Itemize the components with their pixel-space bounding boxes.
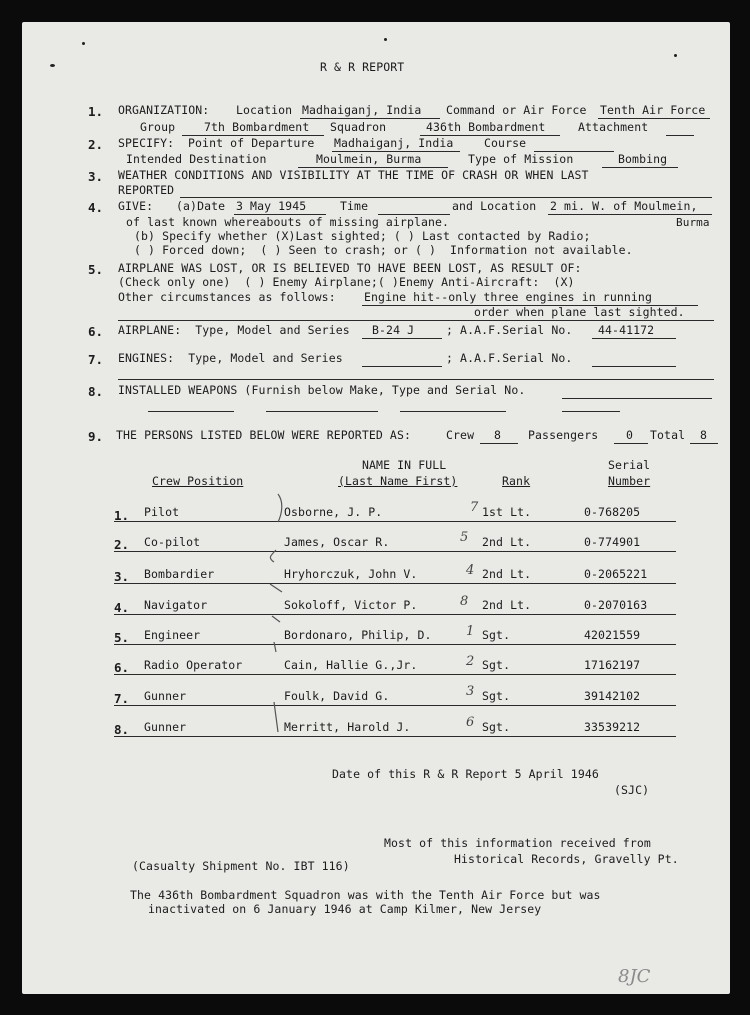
crew-name: Cain, Hallie G.,Jr.	[284, 658, 418, 672]
course-label: Course	[484, 136, 527, 150]
give-label: GIVE:	[118, 199, 154, 213]
note-line-2: inactivated on 6 January 1946 at Camp Kilmer, New Jersey	[148, 902, 542, 916]
crew-serial: 0-768205	[584, 505, 641, 519]
command-label: Command or Air Force	[446, 103, 587, 117]
crew-position: Co-pilot	[144, 535, 201, 549]
group-value: 7th Bombardment	[204, 120, 310, 134]
crew-serial: 0-2070163	[584, 598, 648, 612]
crew-serial: 33539212	[584, 720, 641, 734]
departure-label: Point of Departure	[188, 136, 315, 150]
handwritten-mark: 5	[460, 530, 469, 545]
row-number: 6.	[114, 660, 130, 675]
item-1-number: 1.	[88, 104, 104, 119]
handwritten-mark: 8	[460, 594, 469, 609]
crew-name: Bordonaro, Philip, D.	[284, 628, 432, 642]
crew-position: Gunner	[144, 689, 187, 703]
crew-rank: Sgt.	[482, 720, 511, 734]
total-label: Total	[650, 428, 686, 442]
info-source-1: Most of this information received from	[384, 836, 651, 850]
corner-handwriting: 8JC	[618, 966, 651, 987]
crew-name: Foulk, David G.	[284, 689, 390, 703]
engines-serial-label: ; A.A.F.Serial No.	[446, 351, 573, 365]
crew-position: Bombardier	[144, 567, 215, 581]
other-value-1: Engine hit--only three engines in running	[364, 290, 652, 304]
loss-location-label: and Location	[452, 199, 537, 213]
other-value-2: order when plane last sighted.	[474, 305, 685, 319]
info-source-2: Historical Records, Gravelly Pt.	[454, 852, 679, 866]
weather-label: WEATHER CONDITIONS AND VISIBILITY AT THE TIME OF CRASH OR WHEN LAST	[118, 168, 589, 182]
row-number: 8.	[114, 722, 130, 737]
handwritten-mark: 1	[466, 624, 475, 639]
command-value: Tenth Air Force	[600, 103, 706, 117]
row-number: 4.	[114, 600, 130, 615]
passengers-count: 0	[626, 428, 634, 442]
row-number: 1.	[114, 508, 130, 523]
item-8-number: 8.	[88, 384, 104, 399]
crew-count: 8	[494, 428, 502, 442]
lost-label: AIRPLANE WAS LOST, OR IS BELIEVED TO HAVE BEEN LOST, AS RESULT OF:	[118, 261, 582, 275]
location-value: Madhaiganj, India	[302, 103, 422, 117]
departure-value: Madhaiganj, India	[334, 136, 454, 150]
specify-whether: (b) Specify whether (X)Last sighted; ( ) Last contacted by Radio;	[134, 229, 591, 243]
crew-name: Osborne, J. P.	[284, 505, 383, 519]
loss-location-value: 2 mi. W. of Moulmein,	[550, 199, 698, 213]
weapons-label: INSTALLED WEAPONS (Furnish below Make, Type and Serial No.	[118, 383, 526, 397]
item-4-number: 4.	[88, 200, 104, 215]
item-6-number: 6.	[88, 324, 104, 339]
row-number: 3.	[114, 569, 130, 584]
passengers-label: Passengers	[528, 428, 599, 442]
crew-name: Sokoloff, Victor P.	[284, 598, 418, 612]
forced-down: ( ) Forced down; ( ) Seen to crash; or ( ) Information not available.	[134, 243, 633, 257]
crew-position: Navigator	[144, 598, 208, 612]
crew-serial: 0-2065221	[584, 567, 648, 581]
squadron-value: 436th Bombardment	[426, 120, 546, 134]
organization-label: ORGANIZATION:	[118, 103, 210, 117]
header-name-top: NAME IN FULL	[362, 458, 447, 472]
crew-name: Merritt, Harold J.	[284, 720, 411, 734]
airplane-label: AIRPLANE: Type, Model and Series	[118, 323, 350, 337]
item-2-number: 2.	[88, 137, 104, 152]
date-value: 3 May 1945	[236, 199, 307, 213]
crew-position: Engineer	[144, 628, 201, 642]
airplane-type: B-24 J	[372, 323, 415, 337]
location-label: Location	[236, 103, 293, 117]
mission-value: Bombing	[618, 152, 668, 166]
header-position: Crew Position	[152, 474, 244, 488]
date-label: (a)Date	[176, 199, 226, 213]
destination-label: Intended Destination	[126, 152, 267, 166]
report-page	[22, 22, 730, 994]
crew-rank: Sgt.	[482, 628, 511, 642]
report-title: R & R REPORT	[320, 60, 405, 74]
row-number: 7.	[114, 691, 130, 706]
crew-rank: 2nd Lt.	[482, 535, 532, 549]
squadron-label: Squadron	[330, 120, 387, 134]
crew-name: Hryhorczuk, John V.	[284, 567, 418, 581]
handwritten-mark: 4	[466, 563, 475, 578]
crew-position: Gunner	[144, 720, 187, 734]
handwritten-mark: 7	[470, 500, 479, 515]
item-5-number: 5.	[88, 262, 104, 277]
report-date: Date of this R & R Report 5 April 1946	[332, 767, 599, 781]
header-name-bottom: (Last Name First)	[338, 474, 458, 488]
attachment-label: Attachment	[578, 120, 649, 134]
crew-serial: 0-774901	[584, 535, 641, 549]
airplane-serial: 44-41172	[598, 323, 655, 337]
crew-rank: Sgt.	[482, 658, 511, 672]
airplane-serial-label: ; A.A.F.Serial No.	[446, 323, 573, 337]
other-label: Other circumstances as follows:	[118, 290, 336, 304]
row-number: 5.	[114, 630, 130, 645]
crew-label: Crew	[446, 428, 475, 442]
crew-rank: 1st Lt.	[482, 505, 532, 519]
handwritten-mark: 6	[466, 715, 475, 730]
total-count: 8	[700, 428, 708, 442]
crew-serial: 39142102	[584, 689, 641, 703]
handwritten-mark: 3	[466, 684, 475, 699]
crew-position: Pilot	[144, 505, 180, 519]
loss-location-cont: Burma	[676, 216, 710, 229]
casualty-shipment: (Casualty Shipment No. IBT 116)	[132, 859, 350, 873]
header-serial-top: Serial	[608, 458, 651, 472]
time-label: Time	[340, 199, 369, 213]
crew-serial: 42021559	[584, 628, 641, 642]
engines-label: ENGINES: Type, Model and Series	[118, 351, 343, 365]
note-line-1: The 436th Bombardment Squadron was with the Tenth Air Force but was	[130, 888, 601, 902]
header-serial-bottom: Number	[608, 474, 651, 488]
crew-serial: 17162197	[584, 658, 641, 672]
weather-label-2: REPORTED	[118, 183, 175, 197]
row-number: 2.	[114, 537, 130, 552]
handwritten-strokes	[262, 492, 292, 742]
item-3-number: 3.	[88, 169, 104, 184]
specify-label: SPECIFY:	[118, 136, 175, 150]
group-label: Group	[140, 120, 176, 134]
persons-label: THE PERSONS LISTED BELOW WERE REPORTED AS:	[116, 428, 411, 442]
handwritten-mark: 2	[466, 654, 475, 669]
check-only-one: (Check only one) ( ) Enemy Airplane;( )Enemy Anti-Aircraft: (X)	[118, 275, 575, 289]
initials: (SJC)	[614, 783, 650, 797]
crew-rank: 2nd Lt.	[482, 598, 532, 612]
header-rank: Rank	[502, 474, 531, 488]
crew-name: James, Oscar R.	[284, 535, 390, 549]
crew-rank: 2nd Lt.	[482, 567, 532, 581]
item-9-number: 9.	[88, 429, 104, 444]
item-7-number: 7.	[88, 352, 104, 367]
mission-label: Type of Mission	[468, 152, 574, 166]
whereabouts-label: of last known whereabouts of missing airplane.	[126, 215, 450, 229]
crew-position: Radio Operator	[144, 658, 243, 672]
destination-value: Moulmein, Burma	[316, 152, 422, 166]
crew-rank: Sgt.	[482, 689, 511, 703]
